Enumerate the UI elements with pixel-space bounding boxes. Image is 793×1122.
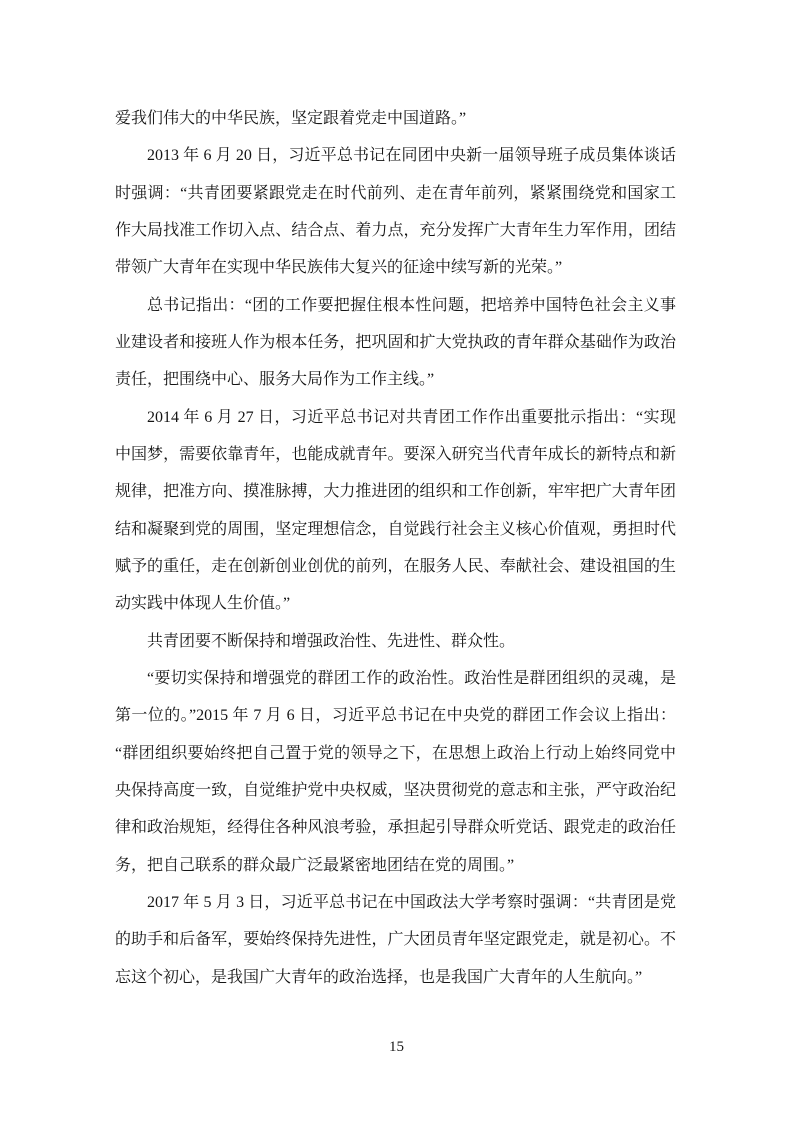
paragraph-6: “要切实保持和增强党的群团工作的政治性。政治性是群团组织的灵魂，是第一位的。”2015 年 7 月 6 日，习近平总书记在中央党的群团工作会议上指出：“群团组织要始终把自己置于党的领导之下，在思想上政治上行动上始终同党中央保持高度一致，自觉维护党中央权威，坚决贯彻党的意志和主张，严守政治纪律和政治规矩，经得住各种风浪考验，承担起引导群众听党话、跟党走的政治任务，把自己联系的群众最广泛最紧密地团结在党的周围。” <box>115 669 676 874</box>
paragraph-4: 2014 年 6 月 27 日，习近平总书记对共青团工作作出重要批示指出：“实现中国梦，需要依靠青年，也能成就青年。要深入研究当代青年成长的新特点和新规律，把准方向、摸准脉搏，大力推进团的组织和工作创新，牢牢把广大青年团结和凝聚到党的周围，坚定理想信念，自觉践行社会主义核心价值观，勇担时代赋予的重任，走在创新创业创优的前列，在服务人民、奉献社会、建设祖国的生动实践中体现人生价值。” <box>115 408 676 613</box>
paragraph-7: 2017 年 5 月 3 日，习近平总书记在中国政法大学考察时强调：“共青团是党的助手和后备军，要始终保持先进性，广大团员青年坚定跟党走，就是初心。不忘这个初心，是我国广大青年的政治选择，也是我国广大青年的人生航向。” <box>115 893 676 986</box>
page-number: 15 <box>389 1039 404 1055</box>
paragraph-5: 共青团要不断保持和增强政治性、先进性、群众性。 <box>147 632 516 650</box>
page-footer <box>0 1038 793 1056</box>
paragraph-1: 爱我们伟大的中华民族，坚定跟着党走中国道路。” <box>115 110 467 127</box>
paragraph-2: 2013 年 6 月 20 日，习近平总书记在同团中央新一届领导班子成员集体谈话时强调：“共青团要紧跟党走在时代前列、走在青年前列，紧紧围绕党和国家工作大局找准工作切入点、结合点、着力点，充分发挥广大青年生力军作用，团结带领广大青年在实现中华民族伟大复兴的征途中续写新的光荣。” <box>115 147 676 277</box>
paragraph-3: 总书记指出：“团的工作要把握住根本性问题，把培养中国特色社会主义事业建设者和接班人作为根本任务，把巩固和扩大党执政的青年群众基础作为政治责任，把围绕中心、服务大局作为工作主线。” <box>115 296 676 389</box>
document-body <box>115 100 676 996</box>
